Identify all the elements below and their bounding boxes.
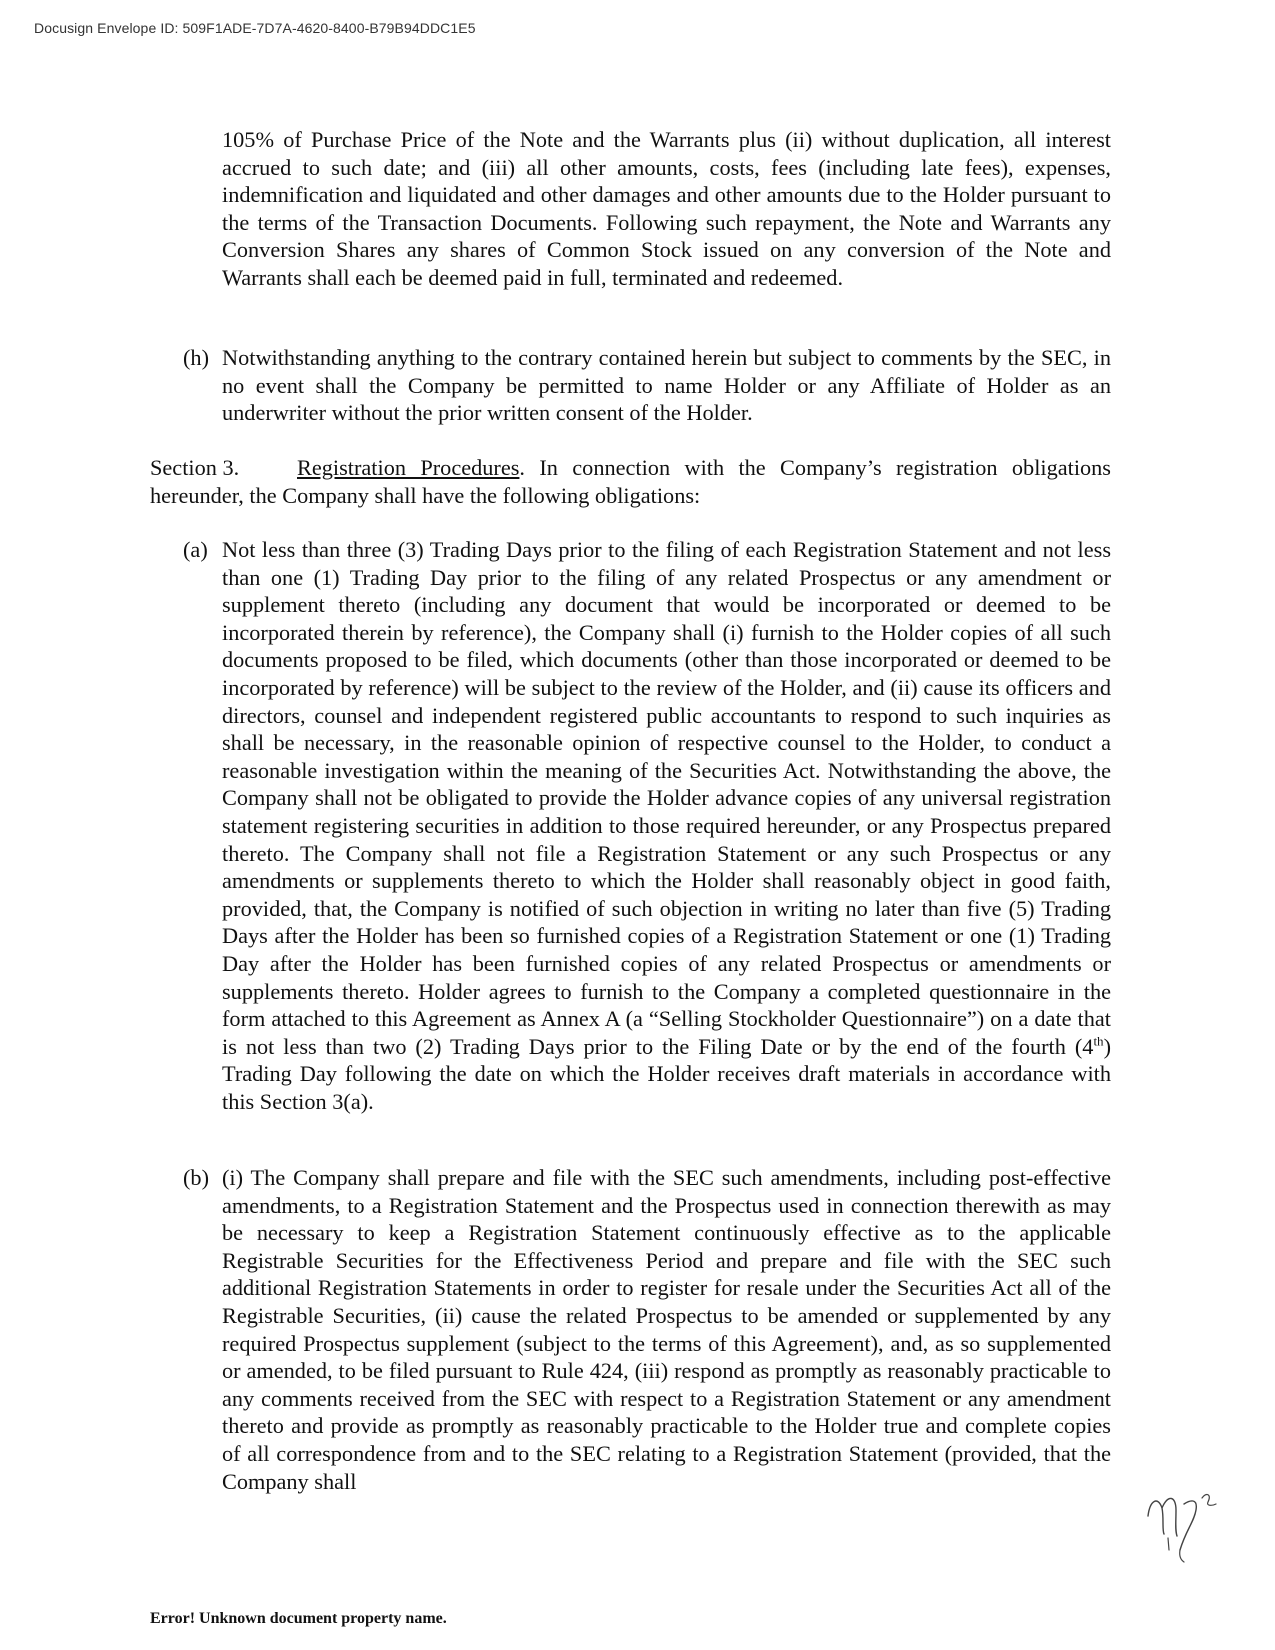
item-h-text: Notwithstanding anything to the contrary contained herein but subject to comments by the SEC, in no event shall the Company be permitted to name Holder or any Affiliate of Holder as an underwriter without the prior written consent of the Holder. [222,345,1111,426]
item-b-text: (i) The Company shall prepare and file with the SEC such amendments, including post-effective amendments, to a Registration Statement and the Prospectus used in connection therewith as may be necessary to keep a Registration Statement continuously effective as to the applicable Registrable Securities for the Effectiveness Period and prepare and file with the SEC such additional Registration Statements in order to register for resale under the Securities Act all of the Registrable Securities, (ii) cause the related Prospectus to be amended or supplemented by any required Prospectus supplement (subject to the terms of this Agreement), and, as so supplemented or amended, to be filed pursuant to Rule 424, (iii) respond as promptly as reasonably practicable to any comments received from the SEC with respect to a Registration Statement or any amendment thereto and provide as promptly as reasonably practicable to the Holder true and complete copies of all correspondence from and to the SEC relating to a Registration Statement (provided, that the Company shall [222,1165,1111,1494]
superscript-th: th [1093,1033,1104,1049]
section-3-heading [150,454,1111,509]
section-3-text: . In connection with the Company’s registration obligations hereunder, the Company shall have the following obligations: [150,455,1111,508]
item-h [183,344,1111,427]
handwritten-initials [1140,1478,1240,1568]
section-3-label: Section 3. [150,455,240,480]
item-a-text-main: Not less than three (3) Trading Days prior to the filing of each Registration Statement and not less than one (1) Trading Day prior to the filing of any related Prospectus or any amendment or supplement thereto (including any document that would be incorporated or deemed to be incorporated therein by reference), the Company shall (i) furnish to the Holder copies of all such documents proposed to be filed, which documents (other than those incorporated or deemed to be incorporated by reference) will be subject to the review of the Holder, and (ii) cause its officers and directors, counsel and independent registered public accountants to respond to such inquiries as shall be necessary, in the reasonable opinion of respective counsel to the Holder, to conduct a reasonable investigation within the meaning of the Securities Act. Notwithstanding the above, the Company shall not be obligated to provide the Holder advance copies of any universal registration statement registering securities in addition to those required hereunder, or any Prospectus prepared thereto. The Company shall not file a Registration Statement or any such Prospectus or any amendments or supplements thereto to which the Holder shall reasonably object in good faith, provided, that, the Company is notified of such objection in writing no later than five (5) Trading Days after the Holder has been so furnished copies of a Registration Statement or one (1) Trading Day after the Holder has been furnished copies of any related Prospectus or amendments or supplements thereto. Holder agrees to furnish to the Company a completed questionnaire in the form attached to this Agreement as Annex A (a “Selling Stockholder Questionnaire”) on a date that is not less than two (2) Trading Days prior to the Filing Date or by the end of the fourth (4 [222,537,1111,1059]
item-a [183,536,1111,1115]
item-a-label: (a) [183,537,208,562]
item-h-label: (h) [183,345,209,370]
continuation-paragraph: 105% of Purchase Price of the Note and the Warrants plus (ii) without duplication, all interest accrued to such date; and (iii) all other amounts, costs, fees (including late fees), expenses, indemnification and liquidated and other damages and other amounts due to the Holder pursuant to the terms of the Transaction Documents. Following such repayment, the Note and Warrants any Conversion Shares any shares of Common Stock issued on any conversion of the Note and Warrants shall each be deemed paid in full, terminated and redeemed. [222,127,1111,290]
item-b [183,1164,1111,1495]
item-a-text-tail: ) Trading Day following the date on which the Holder receives draft materials in accordance with this Section 3(a). [222,1033,1111,1114]
item-b-label: (b) [183,1165,209,1190]
envelope-id: Docusign Envelope ID: 509F1ADE-7D7A-4620-8400-B79B94DDC1E5 [34,20,476,36]
section-3-title: Registration Procedures [297,455,520,480]
item-a-text [222,536,1111,1115]
footer-error-text: Error! Unknown document property name. [150,1610,447,1627]
